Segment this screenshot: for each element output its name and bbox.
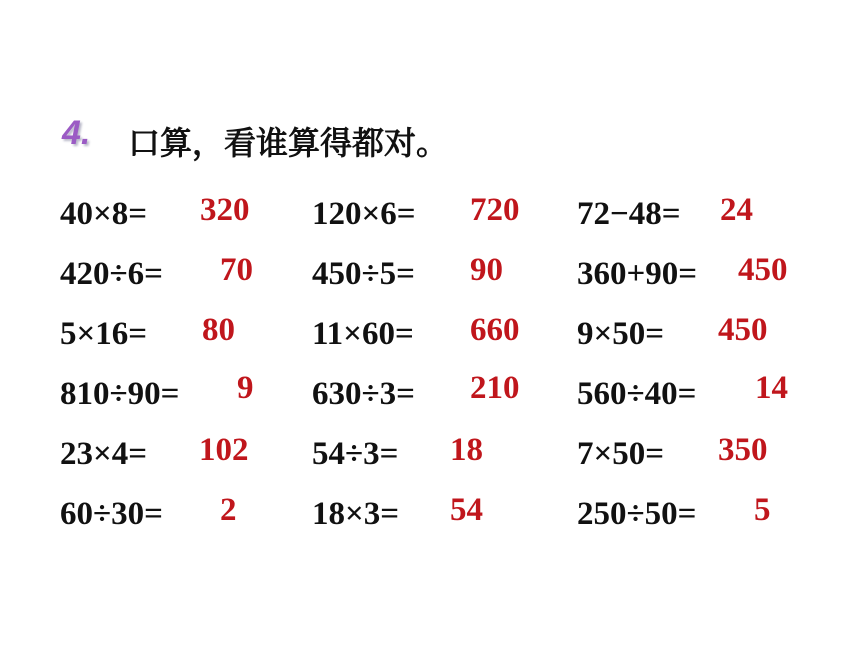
- problem-expression: 250÷50=: [577, 496, 697, 532]
- problem-expression: 360+90=: [577, 256, 698, 292]
- problem-expression: 560÷40=: [577, 376, 697, 412]
- problem-expression: 120×6=: [312, 196, 416, 232]
- problem-answer: 350: [718, 432, 768, 468]
- problem-expression: 18×3=: [312, 496, 400, 532]
- problem-answer: 80: [202, 312, 235, 348]
- problem-answer: 660: [470, 312, 520, 348]
- problem-expression: 810÷90=: [60, 376, 180, 412]
- exercise-title: 口算，看谁算得都对。: [128, 124, 449, 162]
- problem-answer: 210: [470, 370, 520, 406]
- problem-answer: 720: [470, 192, 520, 228]
- problem-expression: 7×50=: [577, 436, 665, 472]
- problem-answer: 54: [450, 492, 483, 528]
- problem-answer: 450: [718, 312, 768, 348]
- problem-expression: 60÷30=: [60, 496, 163, 532]
- problem-answer: 5: [754, 492, 771, 528]
- problem-expression: 54÷3=: [312, 436, 399, 472]
- problem-expression: 450÷5=: [312, 256, 415, 292]
- problem-answer: 450: [738, 252, 788, 288]
- problem-answer: 320: [200, 192, 250, 228]
- problem-expression: 23×4=: [60, 436, 148, 472]
- problem-answer: 102: [199, 432, 249, 468]
- problem-answer: 9: [237, 370, 254, 406]
- problem-expression: 420÷6=: [60, 256, 163, 292]
- problem-expression: 5×16=: [60, 316, 148, 352]
- exercise-number: 4.: [62, 114, 91, 152]
- problem-expression: 11×60=: [312, 316, 414, 352]
- problem-answer: 90: [470, 252, 503, 288]
- problem-answer: 14: [755, 370, 788, 406]
- problem-expression: 72−48=: [577, 196, 681, 232]
- problem-answer: 2: [220, 492, 237, 528]
- problem-expression: 9×50=: [577, 316, 665, 352]
- problem-expression: 40×8=: [60, 196, 148, 232]
- problem-answer: 70: [220, 252, 253, 288]
- problem-expression: 630÷3=: [312, 376, 415, 412]
- problem-answer: 18: [450, 432, 483, 468]
- problem-answer: 24: [720, 192, 753, 228]
